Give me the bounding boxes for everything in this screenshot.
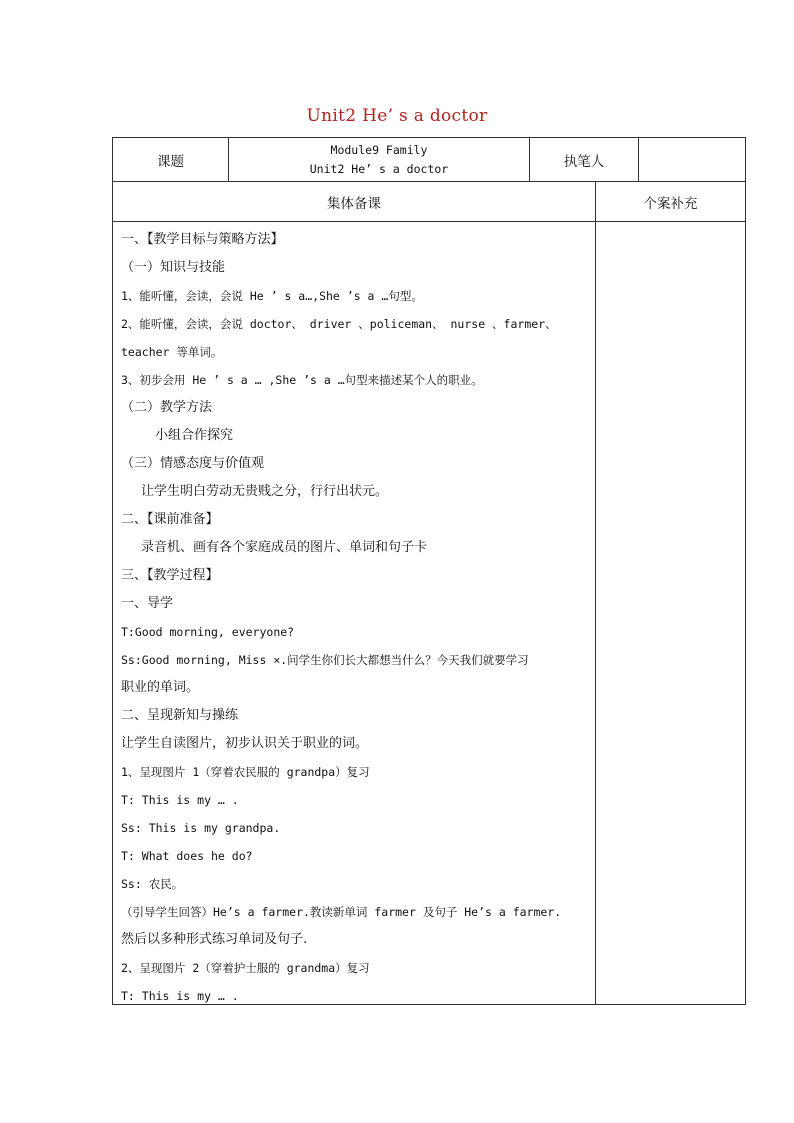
body-line: 然后以多种形式练习单词及句子.	[121, 932, 308, 947]
body-line: 录音机、画有各个家庭成员的图片、单词和句子卡	[141, 540, 428, 555]
individual-label: 个案补充	[643, 195, 698, 212]
body-line: 2、能听懂，会读，会说 doctor、 driver 、policeman、 nurse 、farmer、	[121, 317, 557, 331]
author-label: 执笔人	[563, 153, 605, 170]
subsection-heading: （三）情感态度与价值观	[121, 456, 265, 471]
body-line: 让学生明白劳动无贵贱之分，行行出状元。	[141, 484, 389, 499]
body-line: T: This is my … .	[121, 793, 239, 807]
subsection-heading: （二）教学方法	[121, 400, 213, 415]
section-heading: 一、【教学目标与策略方法】	[121, 232, 284, 247]
page-title: Unit2 He’ s a doctor	[306, 106, 488, 126]
body-line: 1、能听懂，会读，会说 He ’ s a…,She ’s a …句型。	[121, 289, 423, 303]
author-value	[639, 138, 745, 181]
section-heading: 三、【教学过程】	[121, 568, 219, 583]
body-line: Ss: 农民。	[121, 877, 184, 891]
topic-label: 课题	[157, 153, 184, 170]
body-line: 3、初步会用 He ’ s a … ,She ’s a …句型来描述某个人的职业。	[121, 373, 483, 387]
body-line: Ss: This is my grandpa.	[121, 821, 281, 835]
body-line: Ss:Good morning, Miss ×.问学生你们长大都想当什么？今天我们就要学习	[121, 653, 529, 667]
collective-label: 集体备课	[327, 195, 381, 212]
body-line: 2、呈现图片 2（穿着护士服的 grandma）复习	[121, 961, 370, 975]
subsection-heading: （一）知识与技能	[121, 260, 226, 275]
body-line: 1、呈现图片 1（穿着农民服的 grandpa）复习	[121, 765, 370, 779]
body-line: 职业的单词。	[121, 680, 200, 695]
body-line: T: What does he do?	[121, 849, 253, 863]
body-line: T: This is my … .	[121, 989, 239, 1003]
section-heading: 二、【课前准备】	[121, 512, 219, 527]
lesson-plan-table	[112, 137, 746, 1005]
lesson-body	[121, 226, 593, 1010]
module-name: Module9 Family	[330, 142, 428, 157]
body-line: T:Good morning, everyone?	[121, 625, 295, 639]
body-line: 让学生自读图片，初步认识关于职业的词。	[121, 736, 369, 751]
subsection-heading: 二、呈现新知与操练	[121, 708, 239, 723]
body-line: teacher 等单词。	[121, 345, 223, 359]
subsection-heading: 一、导学	[121, 596, 174, 611]
topic-value	[229, 138, 529, 181]
body-line: （引导学生回答）He’s a farmer.教读新单词 farmer 及句子 He’s a farmer.	[121, 905, 562, 919]
unit-name: Unit2 He’ s a doctor	[309, 161, 449, 176]
body-line: 小组合作探究	[155, 428, 234, 443]
